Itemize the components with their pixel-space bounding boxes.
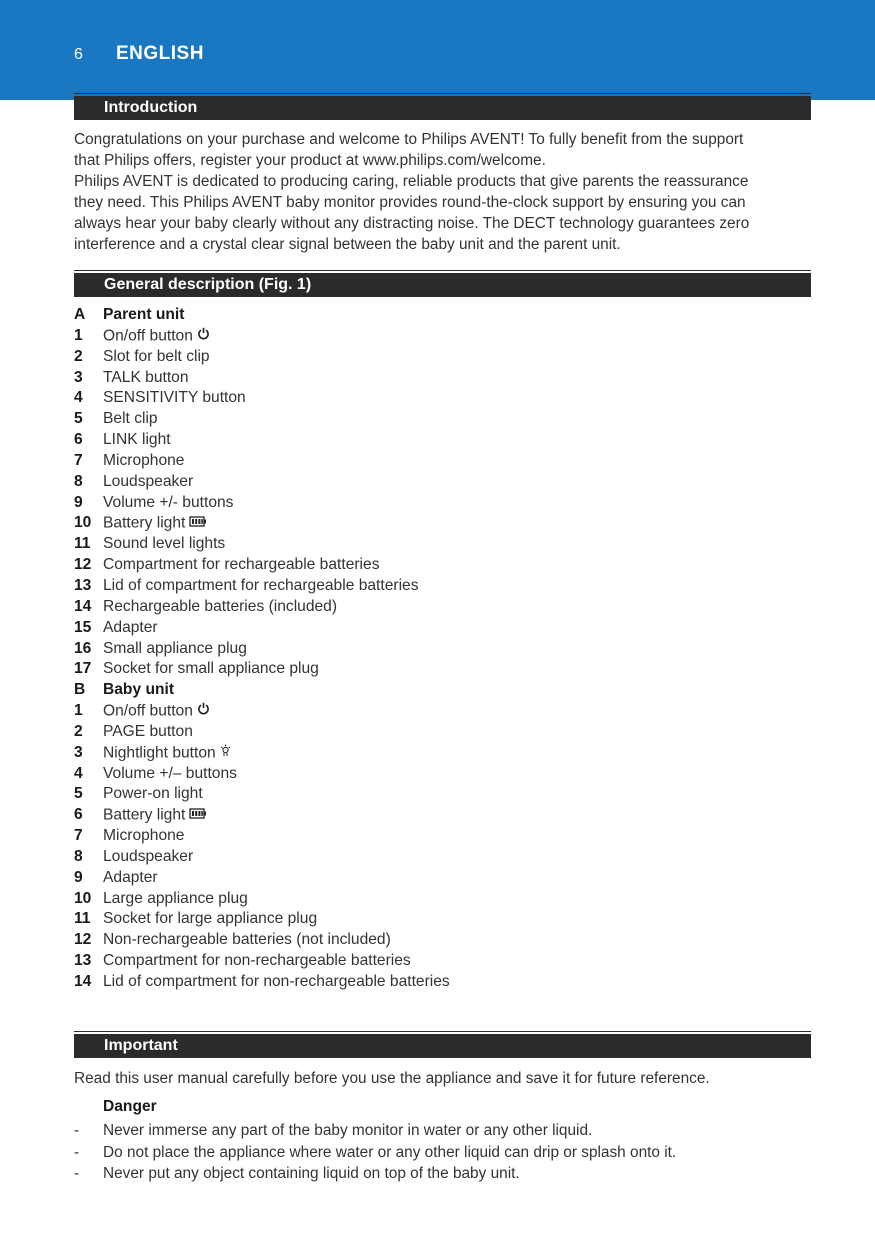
item-text — [103, 805, 207, 826]
item-number: 14 — [74, 973, 92, 990]
item-label: Sound level lights — [103, 535, 226, 553]
item-label: Volume +/– buttons — [103, 764, 237, 782]
bullet-dash: - — [74, 1165, 80, 1182]
danger-title: Danger — [103, 1098, 157, 1115]
section-header-general-description — [74, 273, 811, 297]
item-text — [103, 409, 158, 430]
item-label: Adapter — [103, 868, 158, 886]
item-number: 8 — [74, 847, 83, 865]
item-number: 2 — [74, 722, 83, 740]
item-number: 11 — [74, 535, 91, 553]
text-line: they need. This Philips AVENT baby monitor provides round-the-clock support by ensuring you can — [74, 194, 746, 211]
item-label: Battery light — [103, 514, 186, 532]
item-label: Belt clip — [103, 410, 158, 428]
item-number: 17 — [74, 660, 92, 678]
item-text — [103, 909, 317, 930]
item-text — [103, 889, 248, 910]
item-text — [103, 597, 337, 618]
item-text — [103, 972, 450, 993]
item-text — [103, 951, 411, 972]
item-number: 6 — [74, 431, 83, 449]
battery-icon — [189, 805, 207, 826]
item-label: PAGE button — [103, 722, 193, 740]
item-text — [103, 930, 391, 951]
section-title: Introduction — [104, 99, 198, 116]
text-line: Philips AVENT is dedicated to producing caring, reliable products that give parents the reassurance — [74, 173, 749, 190]
item-text — [103, 326, 210, 347]
item-label: Lid of compartment for non-rechargeable batteries — [103, 973, 450, 990]
section-title: Important — [104, 1037, 178, 1054]
battery-icon — [189, 513, 207, 534]
item-number: 3 — [74, 368, 83, 386]
item-number: 15 — [74, 618, 92, 636]
item-text — [103, 534, 225, 555]
item-text — [103, 430, 171, 451]
item-text — [103, 722, 193, 743]
important-intro: Read this user manual carefully before you use the appliance and save it for future reference. — [74, 1070, 710, 1087]
item-label: Compartment for non-rechargeable batteries — [103, 952, 411, 970]
item-label: Power-on light — [103, 785, 203, 803]
text-line: interference and a crystal clear signal between the baby unit and the parent unit. — [74, 236, 621, 253]
item-number: B — [74, 681, 86, 699]
item-number: 1 — [74, 326, 83, 344]
item-text — [103, 493, 233, 514]
page-number: 6 — [74, 46, 83, 63]
item-text — [103, 701, 210, 722]
bullet-dash: - — [74, 1122, 80, 1139]
item-number: 12 — [74, 556, 92, 574]
item-label: Rechargeable batteries (included) — [103, 597, 338, 615]
item-text — [103, 618, 158, 639]
item-label: LINK light — [103, 431, 171, 449]
item-number: 5 — [74, 785, 83, 803]
bullet-dash: - — [74, 1143, 80, 1161]
item-label: Microphone — [103, 827, 185, 845]
text-line: Congratulations on your purchase and welcome to Philips AVENT! To fully benefit from the support — [74, 131, 744, 148]
item-text — [103, 680, 174, 701]
item-label: On/off button — [103, 702, 193, 720]
item-label: Large appliance plug — [103, 889, 248, 907]
item-label: Adapter — [103, 618, 158, 636]
item-number: 14 — [74, 597, 92, 615]
item-number: 6 — [74, 806, 83, 824]
section-title: General description (Fig. 1) — [104, 276, 312, 293]
item-number: 8 — [74, 472, 83, 490]
item-text — [103, 847, 193, 868]
item-label: Compartment for rechargeable batteries — [103, 556, 380, 574]
item-text — [103, 472, 193, 493]
nightlight-icon — [220, 743, 231, 764]
item-label: Small appliance plug — [103, 639, 247, 657]
item-number: 2 — [74, 347, 83, 365]
item-number: 4 — [74, 764, 83, 782]
item-number: 10 — [74, 889, 92, 907]
item-label: Lid of compartment for rechargeable batteries — [103, 576, 419, 594]
item-number: 10 — [74, 514, 92, 532]
item-text — [103, 826, 184, 847]
bullet-text: Never put any object containing liquid on top of the baby unit. — [103, 1165, 520, 1182]
text-line: that Philips offers, register your product at www.philips.com/welcome. — [74, 152, 546, 169]
item-text — [103, 784, 203, 805]
item-number: 7 — [74, 451, 83, 469]
item-number: 9 — [74, 493, 83, 511]
section-header-introduction — [74, 96, 811, 120]
item-label: Volume +/- buttons — [103, 493, 234, 511]
header-band — [0, 0, 875, 100]
item-text — [103, 305, 184, 326]
item-label: On/off button — [103, 327, 193, 345]
item-number: 3 — [74, 743, 83, 761]
item-label: SENSITIVITY button — [103, 389, 246, 407]
item-text — [103, 576, 419, 597]
item-label: Loudspeaker — [103, 472, 194, 490]
item-number: 4 — [74, 389, 83, 407]
power-icon — [197, 326, 210, 347]
item-text — [103, 743, 231, 764]
item-label: Non-rechargeable batteries (not included) — [103, 931, 391, 949]
item-text — [103, 639, 247, 660]
intro-paragraph-1 — [74, 129, 814, 255]
item-label: Microphone — [103, 451, 185, 469]
item-number: 7 — [74, 827, 83, 845]
item-text — [103, 513, 207, 534]
item-number: 16 — [74, 639, 92, 657]
bullet-text: Never immerse any part of the baby monitor in water or any other liquid. — [103, 1122, 593, 1139]
item-text — [103, 451, 184, 472]
item-number: 13 — [74, 952, 92, 970]
item-label: Socket for small appliance plug — [103, 660, 319, 678]
language-title: ENGLISH — [116, 43, 204, 64]
item-label: TALK button — [103, 368, 189, 386]
text-line: always hear your baby clearly without any distracting noise. The DECT technology guarantees zero — [74, 215, 750, 232]
item-text — [103, 764, 237, 785]
item-text — [103, 868, 158, 889]
item-label: Parent unit — [103, 306, 185, 323]
item-number: 12 — [74, 931, 92, 949]
item-label: Nightlight button — [103, 744, 216, 762]
item-text — [103, 659, 319, 680]
bullet-text: Do not place the appliance where water or any other liquid can drip or splash onto it. — [103, 1143, 677, 1161]
item-label: Loudspeaker — [103, 847, 194, 865]
item-number: 13 — [74, 576, 92, 594]
item-label: Battery light — [103, 806, 186, 824]
item-number: 11 — [74, 910, 91, 928]
item-text — [103, 368, 189, 389]
item-label: Baby unit — [103, 681, 175, 699]
item-label: Socket for large appliance plug — [103, 910, 318, 928]
power-icon — [197, 701, 210, 722]
item-number: 5 — [74, 410, 83, 428]
item-label: Slot for belt clip — [103, 347, 210, 365]
item-text — [103, 555, 380, 576]
item-number: 9 — [74, 868, 83, 886]
item-number: 1 — [74, 702, 83, 720]
section-header-important — [74, 1034, 811, 1058]
item-text — [103, 388, 246, 409]
item-text — [103, 347, 210, 368]
item-number: A — [74, 306, 86, 323]
